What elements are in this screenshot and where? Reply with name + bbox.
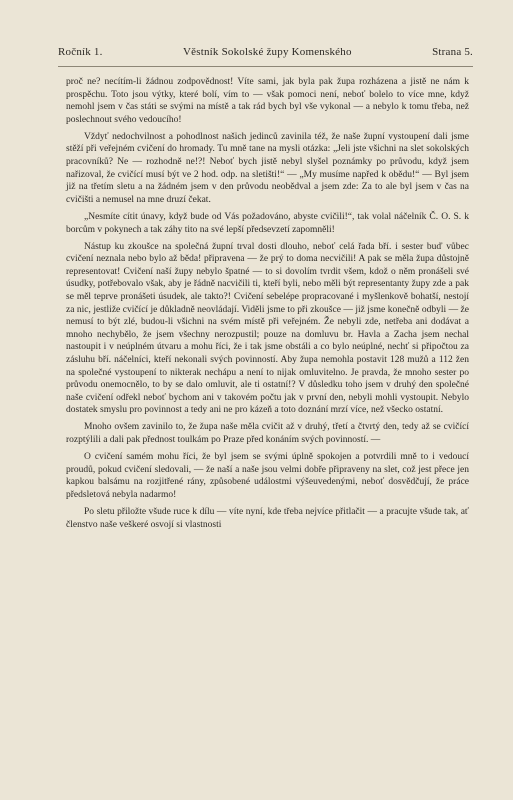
paragraph: O cvičení samém mohu říci, že byl jsem se svými úplně spokojen a potvrdili mně to i vedoucí proudů, pokud cvičení sledovali, — že naší a naše jsou velmi dobře připraveny na slet, což jest přece jen kapkou balsámu na rozjitřené rány, způsobené událostmi výšeuvedenými, neboť dosvědčují, že práce předsletová nebyla nadarmo! <box>66 452 469 500</box>
paragraph: „Nesmíte cítit únavy, když bude od Vás požadováno, abyste cvičili!“, tak volal náčelník Č. O. S. k borcům v pokynech a tak záhy tito na své lepší předsevzetí zapomněli! <box>66 211 469 235</box>
paragraph: Vždyť nedochvilnost a pohodlnost našich jedinců zavinila též, že naše župní vystoupení dali jsme stěží při veřejném cvičení do hromady. Tu mně tane na mysli otázka: „Jeli jste všichni na slet sokolských pracovníků? Ne — rozhodně ne!?! Neboť bych jistě nebyl slyšel poznámky po průvodu, když jsem nařizoval, že cvičící musí být ve 2 hod. odp. na sletišti!“ — „My musíme napřed k obědu!“ — Byl jsem již na třetím sletu a na žádném jsem v den průvodu neobědval a jsem zde: Za to ale byl jsem v čas na cvičišti a nemusel na mne druzí čekat. <box>66 131 469 205</box>
header-volume: Ročník 1. <box>58 46 103 58</box>
header-rule <box>58 66 473 67</box>
header-title: Věstník Sokolské župy Komenského <box>183 46 352 58</box>
paragraph: Nástup ku zkoušce na společná župní trval dosti dlouho, neboť celá řada bří. i sester buď vůbec cvičení neznala nebo bylo až běda! připravena — že prý to doma necvičili! A pak se měla župa důstojně representovat! Cvičení naší župy nebylo špatné — to si dovolím tvrdit všem, kdož o něm pronášeli své úsudky, potřebovalo však, aby je řádně nacvičili ti, kteří byli, nebo měli být representanty župy zde a pak se měl teprve pronášeti úsudek, ale takto?! Cvičení sebelépe propracované i myšlenkově bohatší, nestojí za nic, jestliže cvičící je důkladně neovládají. Viděli jsme to při zkoušce — již jsme konečně odbyli — že nemusí to být zlé, budou-li všichni na svém místě při veřejném. Že nebyli zde, netřeba ani dodávat a mnoho nechybělo, že jsem všechny nerozpustil; pouze na domluvu br. Havla a Zacha jsem nechal nastoupit i v neúplném útvaru a mohu říci, že i tak jsme obstáli a co bylo neúplné, nechť si připočtou za zásluhu bří. náčelníci, kteří nekonali svých povinností. Aby župa nemohla postavit 128 mužů a 112 žen na společné vystoupení to nikterak nechápu a není to nijak omluvitelno. Je pravda, že mnoho sester po průvodu onemocnělo, to by se dalo omluvit, ale ti ostatní!? V důsledku toho jsem v druhý den společné naše cvičení odřekl neboť bychom ani v takovém počtu jak v první den, nebyli mohli vystoupit. Nebylo dostatek smyslu pro povinnost a tedy ani ne pro kázeň a toto doznání mrzí více, než všecko ostatní. <box>66 241 469 416</box>
paragraph: Po sletu přiložte všude ruce k dílu — víte nyní, kde třeba nejvíce přitlačit — a pracujte všude tak, ať členstvo naše veškeré osvojí si vlastnosti <box>66 507 469 530</box>
header-page-number: Strana 5. <box>432 46 473 58</box>
page-header <box>58 46 473 58</box>
paragraph: Mnoho ovšem zavinilo to, že župa naše měla cvičit až v druhý, třetí a čtvrtý den, tedy až se cvičící rozptýlili a dali pak přednost toulkám po Praze před konáním svých povinností. — <box>66 422 469 446</box>
paragraph: proč ne? necítím-li žádnou zodpovědnost! Víte sami, jak byla pak župa rozházena a jistě ne nám k prospěchu. Toto jsou výtky, které bolí, vím to — však pomoci není, neboť bolelo to více mne, když nemohl jsem v čas státi se svými na místě a tak rád bych byl vše vykonal — a nebylo k tomu třeba, než poslechnout svého vedoucího! <box>66 77 469 125</box>
article-body <box>66 76 469 760</box>
